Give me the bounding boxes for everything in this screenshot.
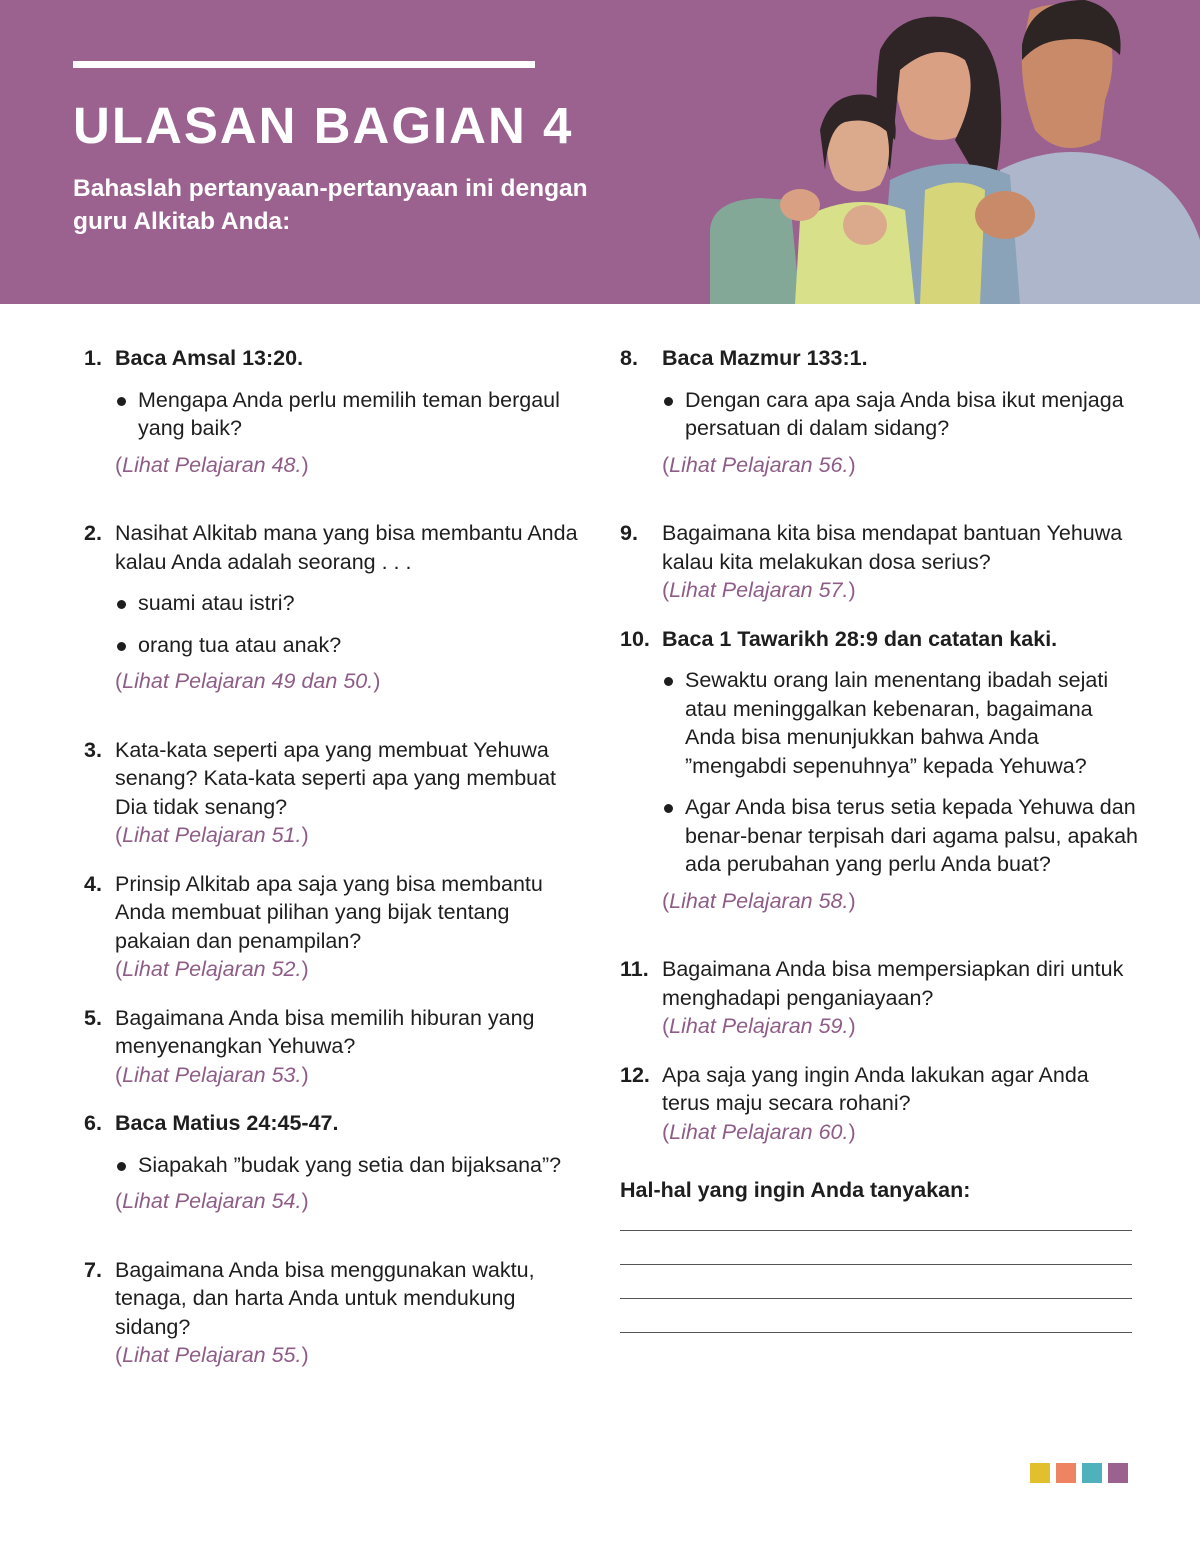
lesson-reference[interactable]: (Lihat Pelajaran 56.) (662, 452, 856, 477)
questions-right-column (620, 344, 1140, 1333)
note-line[interactable] (620, 1298, 1132, 1299)
lesson-reference[interactable]: (Lihat Pelajaran 55.) (115, 1343, 309, 1367)
question-item (84, 870, 584, 984)
question-number: 12. (620, 1062, 650, 1087)
color-swatches (1030, 1463, 1128, 1483)
question-text: Bagaimana Anda bisa menggunakan waktu, tenaga, dan harta Anda untuk mendukung sidang? (115, 1257, 535, 1339)
question-bullets (115, 386, 584, 443)
question-text: Baca Matius 24:45-47. (115, 1111, 339, 1135)
lesson-reference-text[interactable]: Lihat Pelajaran 55. (122, 1343, 302, 1367)
question-item (620, 519, 1140, 605)
lesson-reference[interactable]: (Lihat Pelajaran 52.) (115, 957, 309, 981)
question-bullets (662, 666, 1140, 879)
bullet-item: Agar Anda bisa terus setia kepada Yehuwa dan benar-benar terpisah dari agama palsu, apakah ada perubahan yang perlu Anda buat? (662, 793, 1140, 879)
question-item (620, 625, 1140, 916)
question-text: Baca 1 Tawarikh 28:9 dan catatan kaki. (662, 626, 1058, 651)
question-text: Bagaimana Anda bisa memilih hiburan yang menyenangkan Yehuwa? (115, 1005, 535, 1058)
question-bullets (662, 386, 1140, 443)
question-item (620, 344, 1140, 479)
question-text: Baca Mazmur 133:1. (662, 346, 868, 370)
lesson-reference[interactable]: (Lihat Pelajaran 48.) (115, 452, 309, 477)
question-text: Bagaimana Anda bisa mempersiapkan diri untuk menghadapi penganiayaan? (662, 957, 1124, 1010)
header-banner (0, 0, 1200, 304)
question-number: 6. (84, 1111, 102, 1135)
bullet-item: Siapakah ”budak yang setia dan bijaksana”? (115, 1151, 584, 1180)
lesson-reference-text[interactable]: Lihat Pelajaran 48. (122, 452, 302, 477)
question-number: 4. (84, 871, 102, 896)
question-number: 1. (84, 346, 102, 370)
question-item (84, 519, 584, 696)
question-number: 8. (620, 346, 638, 370)
question-item (84, 736, 584, 850)
question-text: Apa saja yang ingin Anda lakukan agar Anda terus maju secara rohani? (662, 1062, 1089, 1115)
lesson-reference[interactable]: (Lihat Pelajaran 49 dan 50.) (115, 669, 381, 693)
lesson-reference[interactable]: (Lihat Pelajaran 58.) (662, 888, 856, 913)
page-subtitle: Bahaslah pertanyaan-pertanyaan ini dengan guru Alkitab Anda: (73, 175, 588, 235)
color-swatch (1108, 1463, 1128, 1483)
question-item (620, 955, 1140, 1041)
color-swatch (1056, 1463, 1076, 1483)
bullet-item: orang tua atau anak? (115, 631, 584, 660)
lesson-reference-text[interactable]: Lihat Pelajaran 60. (669, 1119, 849, 1144)
lesson-reference[interactable]: (Lihat Pelajaran 54.) (115, 1189, 309, 1213)
lesson-reference-text[interactable]: Lihat Pelajaran 54. (122, 1189, 302, 1213)
bullet-item: Mengapa Anda perlu memilih teman bergaul yang baik? (115, 386, 584, 443)
questions-left-column (84, 344, 584, 1370)
lesson-reference-text[interactable]: Lihat Pelajaran 58. (669, 888, 849, 913)
question-text: Kata-kata seperti apa yang membuat Yehuwa senang? Kata-kata seperti apa yang membuat Dia tidak senang? (115, 737, 557, 819)
question-item (84, 1109, 584, 1216)
lesson-reference-text[interactable]: Lihat Pelajaran 53. (122, 1062, 302, 1087)
lesson-reference[interactable]: (Lihat Pelajaran 53.) (115, 1062, 309, 1087)
question-text: Prinsip Alkitab apa saja yang bisa membantu Anda membuat pilihan yang bijak tentang pakaian dan penampilan? (115, 871, 543, 953)
lesson-reference-text[interactable]: Lihat Pelajaran 57. (669, 578, 849, 602)
note-line[interactable] (620, 1230, 1132, 1231)
question-text: Bagaimana kita bisa mendapat bantuan Yehuwa kalau kita melakukan dosa serius? (662, 521, 1123, 574)
note-line[interactable] (620, 1264, 1132, 1265)
question-number: 11. (620, 957, 649, 981)
question-number: 5. (84, 1005, 102, 1030)
page-title: ULASAN BAGIAN 4 (73, 97, 574, 154)
bullet-item: suami atau istri? (115, 589, 584, 618)
lesson-reference-text[interactable]: Lihat Pelajaran 49 dan 50. (122, 669, 374, 693)
praying-family-illustration (700, 0, 1200, 304)
question-item (620, 1061, 1140, 1147)
header-rule (73, 61, 535, 68)
bullet-item: Sewaktu orang lain menentang ibadah sejati atau meninggalkan kebenaran, bagaimana Anda bisa menunjukkan bahwa Anda ”mengabdi sepenuhnya” kepada Yehuwa? (662, 666, 1140, 780)
notes-title: Hal-hal yang ingin Anda tanyakan: (620, 1178, 971, 1202)
question-item (84, 344, 584, 479)
question-number: 2. (84, 521, 102, 545)
question-text: Nasihat Alkitab mana yang bisa membantu Anda kalau Anda adalah seorang . . . (115, 521, 578, 574)
bullet-item: Dengan cara apa saja Anda bisa ikut menjaga persatuan di dalam sidang? (662, 386, 1140, 443)
lesson-reference-text[interactable]: Lihat Pelajaran 56. (669, 452, 849, 477)
question-number: 3. (84, 737, 102, 762)
question-item (84, 1004, 584, 1090)
lesson-reference-text[interactable]: Lihat Pelajaran 59. (669, 1014, 849, 1038)
question-item (84, 1256, 584, 1370)
color-swatch (1082, 1463, 1102, 1483)
color-swatch (1030, 1463, 1050, 1483)
notes-section (620, 1176, 1140, 1333)
question-bullets (115, 589, 584, 659)
question-number: 7. (84, 1257, 102, 1282)
question-text: Baca Amsal 13:20. (115, 346, 304, 370)
note-line[interactable] (620, 1332, 1132, 1333)
question-bullets (115, 1151, 584, 1180)
question-number: 9. (620, 521, 638, 545)
lesson-reference[interactable]: (Lihat Pelajaran 60.) (662, 1119, 856, 1144)
question-number: 10. (620, 626, 650, 651)
lesson-reference[interactable]: (Lihat Pelajaran 59.) (662, 1014, 856, 1038)
lesson-reference-text[interactable]: Lihat Pelajaran 51. (122, 823, 302, 847)
lesson-reference[interactable]: (Lihat Pelajaran 57.) (662, 578, 856, 602)
lesson-reference-text[interactable]: Lihat Pelajaran 52. (122, 957, 302, 981)
lesson-reference[interactable]: (Lihat Pelajaran 51.) (115, 823, 309, 847)
